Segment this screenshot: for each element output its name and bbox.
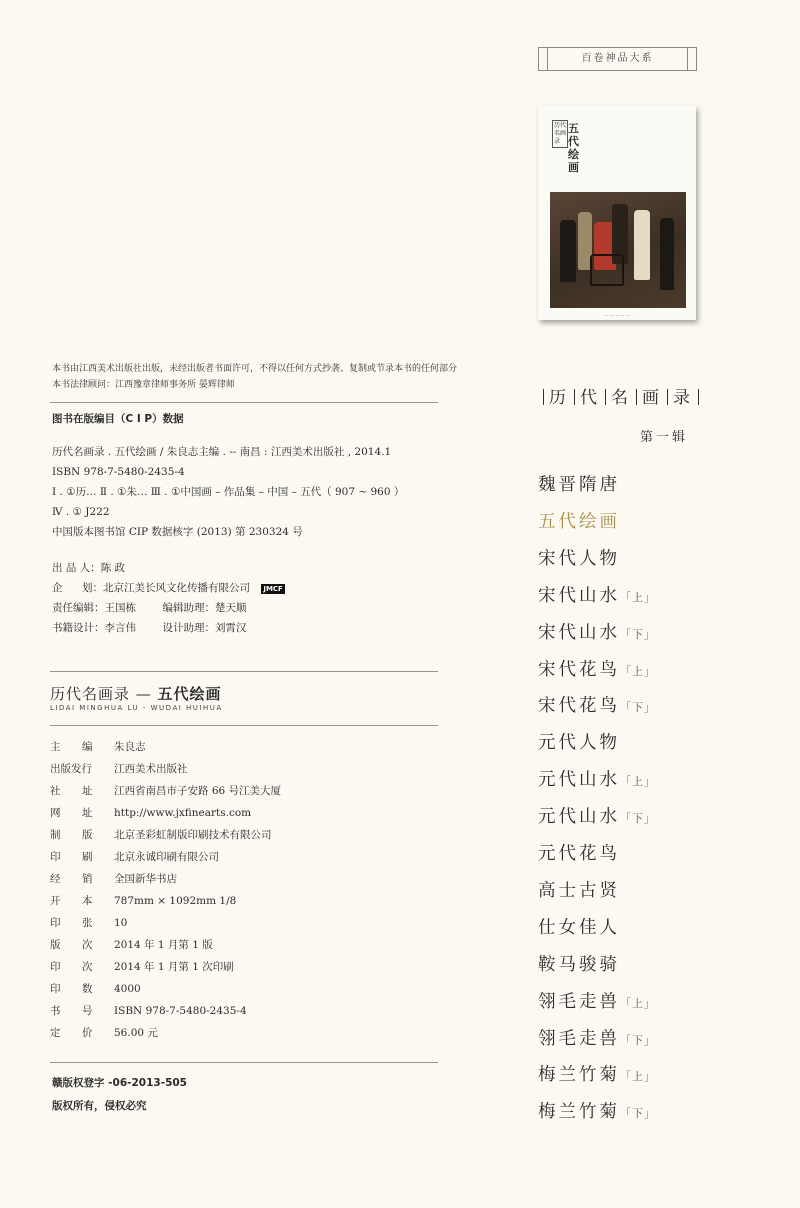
rights-reserved: 版权所有，侵权必究	[52, 1100, 147, 1112]
info-label-part: 址	[82, 807, 93, 819]
series-title-name: 元代人物	[538, 733, 620, 754]
divider-bar	[636, 389, 637, 405]
info-label	[50, 978, 114, 1000]
credit-label: 责任编辑：	[52, 602, 105, 614]
series-title-name: 宋代山水	[538, 622, 620, 643]
info-label-part: 次	[82, 961, 93, 973]
info-label-part: 书	[50, 1005, 61, 1017]
divider-bar	[698, 389, 699, 405]
info-label-part: 经	[50, 873, 61, 885]
series-name-char: 画	[642, 388, 662, 408]
info-value: ISBN 978-7-5480-2435-4	[114, 1005, 247, 1017]
series-title-item	[538, 803, 656, 828]
info-label-part: 价	[82, 1027, 93, 1039]
cip-line: Ⅰ . ①历… Ⅱ . ①朱… Ⅲ . ①中国画 – 作品集 – 中国 – 五代（ 907 ~ 960 ）	[52, 486, 405, 498]
info-value: 2014 年 1 月第 1 版	[114, 939, 213, 951]
info-value: 朱良志	[114, 741, 146, 753]
divider	[50, 725, 438, 726]
series-name-char: 代	[580, 388, 600, 408]
divider-bar	[667, 389, 668, 405]
copyright-notice	[52, 361, 457, 393]
info-row	[50, 780, 281, 802]
painting-figure	[660, 218, 674, 290]
cover-publisher: — — — — —	[604, 312, 630, 317]
series-title-item	[538, 766, 656, 791]
series-title-item	[538, 1061, 656, 1086]
info-label-part: 制	[50, 829, 61, 841]
series-label: 百卷神品大系	[547, 48, 688, 70]
series-title-item	[538, 988, 656, 1013]
series-label-box	[538, 47, 697, 71]
book-title	[50, 683, 222, 704]
credit-label: 设计助理：	[162, 622, 215, 634]
series-title-part: 「上」	[620, 1070, 656, 1084]
info-row	[50, 1022, 158, 1044]
info-label	[50, 1022, 114, 1044]
series-title-name: 五代绘画	[538, 511, 620, 532]
cip-line: ISBN 978-7-5480-2435-4	[52, 466, 185, 478]
legal-counsel-line: 本书法律顾问：江西豫章律师事务所 晏辉律师	[52, 380, 235, 390]
info-label-part: 网	[50, 807, 61, 819]
info-value: http://www.jxfinearts.com	[114, 807, 252, 819]
info-label-part: 数	[82, 983, 93, 995]
credit-value: 刘霄汉	[215, 622, 247, 634]
series-title-item	[538, 877, 620, 902]
info-row	[50, 824, 272, 846]
cip-heading: 图书在版编目（C I P）数据	[52, 413, 184, 425]
series-title-part: 「上」	[620, 996, 656, 1010]
painting-chair	[590, 254, 624, 286]
series-title-item	[538, 1098, 656, 1123]
info-value: 2014 年 1 月第 1 次印刷	[114, 961, 234, 973]
series-title-name: 高士古贤	[538, 880, 620, 901]
series-title-part: 「下」	[620, 701, 656, 715]
painting-figure	[634, 210, 650, 280]
info-row	[50, 890, 236, 912]
info-label	[50, 890, 114, 912]
credit-row	[52, 618, 285, 638]
series-title-item	[538, 729, 620, 754]
info-label	[50, 956, 114, 978]
series-title-part: 「上」	[620, 664, 656, 678]
series-title-name: 魏晋隋唐	[538, 475, 620, 495]
series-title-part: 「上」	[620, 775, 656, 789]
info-value: 56.00 元	[114, 1027, 158, 1039]
info-label	[50, 934, 114, 956]
publisher-logo: JMCF	[263, 585, 283, 593]
info-label-part: 出版发行	[50, 763, 92, 775]
info-label-part: 址	[82, 785, 93, 797]
notice-line: 本书由江西美术出版社出版，未经出版者书面许可，不得以任何方式抄袭、复制或节录本书的任何部分	[52, 364, 458, 374]
info-row	[50, 934, 213, 956]
series-title-item	[538, 840, 620, 865]
series-title-item	[538, 951, 620, 976]
info-label-part: 次	[82, 939, 93, 951]
info-value: 10	[114, 917, 128, 929]
info-row	[50, 868, 177, 890]
credit-label: 编辑助理：	[162, 602, 215, 614]
cover-title: 五代绘画	[568, 122, 579, 174]
info-row	[50, 802, 251, 824]
series-title-name: 仕女佳人	[538, 917, 620, 938]
book-cover-image	[538, 106, 696, 320]
info-label-part: 本	[82, 895, 93, 907]
info-label-part: 编	[82, 741, 93, 753]
credit-row	[52, 598, 285, 618]
book-title-romanized: LIDAI MINGHUA LU - WUDAI HUIHUA	[50, 704, 223, 712]
book-title-prefix: 历代名画录 —	[50, 685, 158, 703]
cover-painting	[550, 192, 686, 308]
series-title-part: 「上」	[620, 590, 656, 604]
info-label-part: 主	[50, 741, 61, 753]
series-title-item	[538, 1025, 656, 1050]
info-row	[50, 978, 141, 1000]
series-title-part: 「下」	[620, 1033, 656, 1047]
info-label-part: 开	[50, 895, 61, 907]
info-value: 4000	[114, 983, 141, 995]
cip-line: 中国版本图书馆 CIP 数据核字 (2013) 第 230324 号	[52, 526, 303, 538]
series-title-part: 「下」	[620, 1107, 656, 1121]
info-row	[50, 846, 219, 868]
credit-row	[52, 558, 285, 578]
series-title-name: 宋代花鸟	[538, 696, 620, 717]
series-title-name: 翎毛走兽	[538, 991, 620, 1012]
series-name-char: 名	[611, 388, 631, 408]
info-row	[50, 956, 234, 978]
credit-value: 北京江美长风文化传播有限公司	[103, 582, 250, 594]
credit-label: 划：	[82, 582, 103, 594]
painting-figure	[560, 220, 576, 282]
series-title-item	[538, 545, 620, 570]
info-value: 江西美术出版社	[114, 763, 188, 775]
cover-spine-text: · · · · · ·	[684, 116, 688, 131]
info-value: 北京永诚印刷有限公司	[114, 851, 219, 863]
series-title-name: 元代花鸟	[538, 844, 620, 864]
info-label	[50, 912, 114, 934]
info-label-part: 刷	[82, 851, 93, 863]
info-value: 787mm × 1092mm 1/8	[114, 895, 237, 907]
info-label-part: 号	[82, 1005, 93, 1017]
info-label	[50, 868, 114, 890]
credit-label: 书籍设计：	[52, 622, 105, 634]
book-title-main: 五代绘画	[157, 685, 222, 703]
credit-label: 企	[52, 582, 63, 594]
credit-value: 李言伟	[104, 622, 136, 634]
divider-bar	[543, 389, 544, 405]
info-label-part: 版	[82, 829, 93, 841]
info-label-part: 定	[50, 1027, 61, 1039]
info-value: 江西省南昌市子安路 66 号江美大厦	[114, 785, 282, 797]
credits-block	[52, 558, 285, 638]
info-row	[50, 912, 127, 934]
info-row	[50, 758, 188, 780]
series-title-item	[538, 656, 656, 681]
cip-line: 历代名画录 . 五代绘画 / 朱良志主编 . -- 南昌 : 江西美术出版社 , 2014.1	[52, 446, 392, 458]
credit-row	[52, 578, 285, 598]
credit-value: 陈 政	[100, 562, 126, 574]
info-label-part: 印	[50, 851, 61, 863]
info-value: 北京圣彩虹制版印刷技术有限公司	[114, 829, 272, 841]
credit-label: 出 品 人：	[52, 562, 101, 574]
series-name-char: 录	[673, 388, 693, 408]
info-value: 全国新华书店	[114, 873, 177, 885]
series-title-item	[538, 582, 656, 607]
series-title-name: 翎毛走兽	[538, 1028, 620, 1049]
volume-label: 第一辑	[640, 430, 689, 445]
info-label-part: 印	[50, 983, 61, 995]
series-title-name: 鞍马骏骑	[538, 954, 620, 975]
cip-line: Ⅳ . ① J222	[52, 506, 110, 518]
info-label-part: 销	[82, 873, 93, 885]
info-row	[50, 736, 146, 758]
credit-value: 楚天顺	[215, 602, 247, 614]
divider-bar	[574, 389, 575, 405]
info-label	[50, 758, 114, 780]
series-title-name: 梅兰竹菊	[538, 1065, 620, 1086]
cip-block	[52, 442, 404, 542]
series-title-name: 宋代花鸟	[538, 659, 620, 680]
series-title-name: 宋代山水	[538, 585, 620, 606]
divider	[50, 671, 438, 672]
info-label-part: 印	[50, 961, 61, 973]
divider-bar	[605, 389, 606, 405]
series-title-name: 宋代人物	[538, 548, 620, 569]
series-title-name: 梅兰竹菊	[538, 1102, 620, 1123]
series-name-char: 历	[549, 388, 569, 408]
info-label-part: 印	[50, 917, 61, 929]
series-title-name: 元代山水	[538, 770, 620, 791]
info-label-part: 版	[50, 939, 61, 951]
copyright-registration: 赣版权登字 -06-2013-505	[52, 1077, 187, 1089]
series-title-item	[538, 914, 620, 939]
info-label	[50, 824, 114, 846]
info-label	[50, 846, 114, 868]
series-title-item	[538, 692, 656, 717]
series-title-part: 「下」	[620, 812, 656, 826]
series-title-item	[538, 471, 620, 496]
divider	[50, 402, 438, 403]
info-label	[50, 802, 114, 824]
credit-value: 王国栋	[104, 602, 136, 614]
cover-small-title: 历代名画录	[552, 120, 568, 148]
info-label	[50, 736, 114, 758]
info-label-part: 社	[50, 785, 61, 797]
info-row	[50, 1000, 247, 1022]
divider	[50, 1062, 438, 1063]
info-label-part: 张	[82, 917, 93, 929]
series-title-item	[538, 508, 620, 533]
series-title-item	[538, 619, 656, 644]
info-label	[50, 780, 114, 802]
series-title-name: 元代山水	[538, 807, 620, 828]
series-name	[538, 383, 704, 408]
series-title-part: 「下」	[620, 627, 656, 641]
info-label	[50, 1000, 114, 1022]
